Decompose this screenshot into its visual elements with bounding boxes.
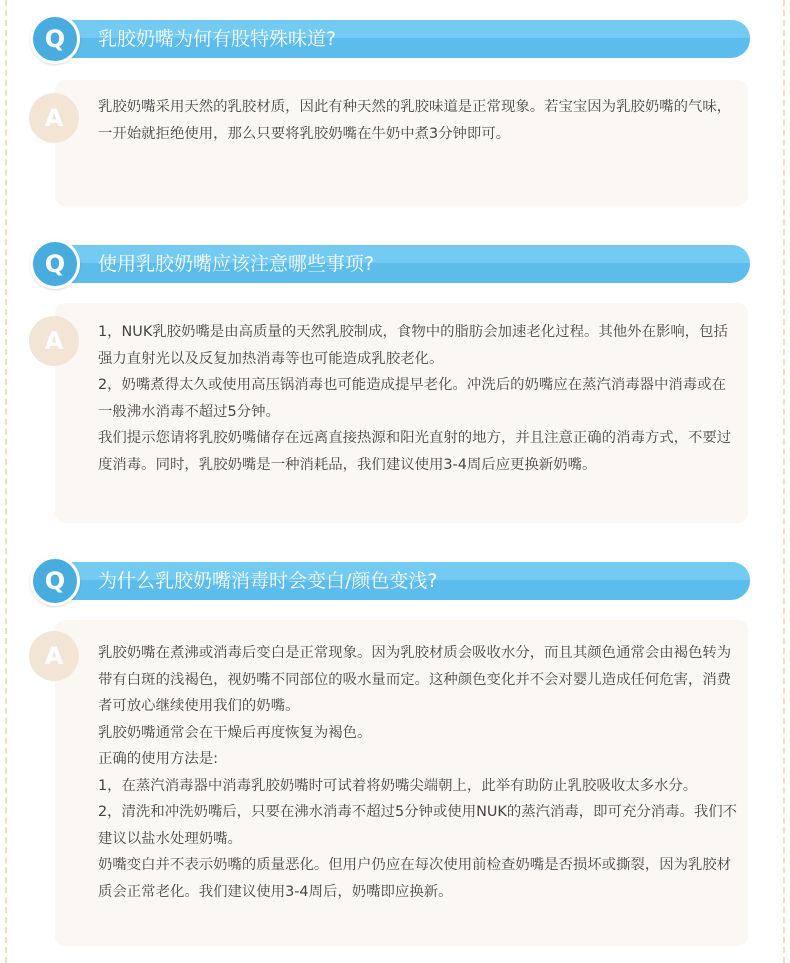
question-bar — [40, 245, 750, 283]
question-text: 乳胶奶嘴为何有股特殊味道? — [98, 28, 337, 50]
answer-paragraph: 2，清洗和冲洗奶嘴后，只要在沸水消毒不超过5分钟或使用NUK的蒸汽消毒，即可充分消毒。我们不建议以盐水处理奶嘴。 — [98, 804, 738, 847]
answer-box — [55, 303, 748, 523]
answer-paragraph: 我们提示您请将乳胶奶嘴储存在远离直接热源和阳光直射的地方，并且注意正确的消毒方式，不要过度消毒。同时，乳胶奶嘴是一种消耗品，我们建议使用3-4周后应更换新奶嘴。 — [98, 430, 732, 473]
answer-badge-icon: A — [29, 631, 79, 681]
answer-paragraph: 奶嘴变白并不表示奶嘴的质量恶化。但用户仍应在每次使用前检查奶嘴是否损坏或撕裂，因为乳胶材质会正常老化。我们建议使用3-4周后，奶嘴即应换新。 — [98, 857, 732, 900]
decorative-border-right — [783, 0, 785, 963]
answer-text — [98, 94, 738, 147]
answer-paragraph: 1，NUK乳胶奶嘴是由高质量的天然乳胶制成，食物中的脂肪会加速老化过程。其他外在影响，包括强力直射光以及反复加热消毒等也可能造成乳胶老化。 — [98, 324, 728, 367]
answer-paragraph: 正确的使用方法是: — [98, 751, 218, 767]
decorative-border-left — [5, 0, 7, 963]
question-badge-icon: Q — [30, 556, 80, 606]
answer-text — [98, 640, 738, 905]
answer-paragraph: 2，奶嘴煮得太久或使用高压锅消毒也可能造成提早老化。冲洗后的奶嘴应在蒸汽消毒器中消毒或在一般沸水消毒不超过5分钟。 — [98, 377, 726, 420]
answer-paragraph: 乳胶奶嘴采用天然的乳胶材质，因此有种天然的乳胶味道是正常现象。若宝宝因为乳胶奶嘴的气味，一开始就拒绝使用，那么只要将乳胶奶嘴在牛奶中煮3分钟即可。 — [98, 99, 732, 142]
question-bar — [40, 562, 750, 600]
question-bar — [40, 20, 750, 58]
answer-box — [55, 80, 748, 206]
question-badge-icon: Q — [30, 14, 80, 64]
answer-paragraph: 1，在蒸汽消毒器中消毒乳胶奶嘴时可试着将奶嘴尖端朝上，此举有助防止乳胶吸收太多水分。 — [98, 777, 698, 794]
answer-text — [98, 319, 738, 478]
answer-paragraph: 乳胶奶嘴在煮沸或消毒后变白是正常现象。因为乳胶材质会吸收水分，而且其颜色通常会由褐色转为带有白斑的浅褐色，视奶嘴不同部位的吸水量而定。这种颜色变化并不会对婴儿造成任何危害，消费者可放心继续使用我们的奶嘴。 — [98, 645, 732, 714]
answer-box — [55, 620, 748, 946]
question-badge-icon: Q — [30, 239, 80, 289]
question-text: 为什么乳胶奶嘴消毒时会变白/颜色变浅? — [98, 570, 438, 592]
answer-paragraph: 乳胶奶嘴通常会在干燥后再度恢复为褐色。 — [98, 724, 372, 741]
question-text: 使用乳胶奶嘴应该注意哪些事项? — [98, 253, 375, 275]
answer-badge-icon: A — [29, 316, 79, 366]
answer-badge-icon: A — [29, 93, 79, 143]
